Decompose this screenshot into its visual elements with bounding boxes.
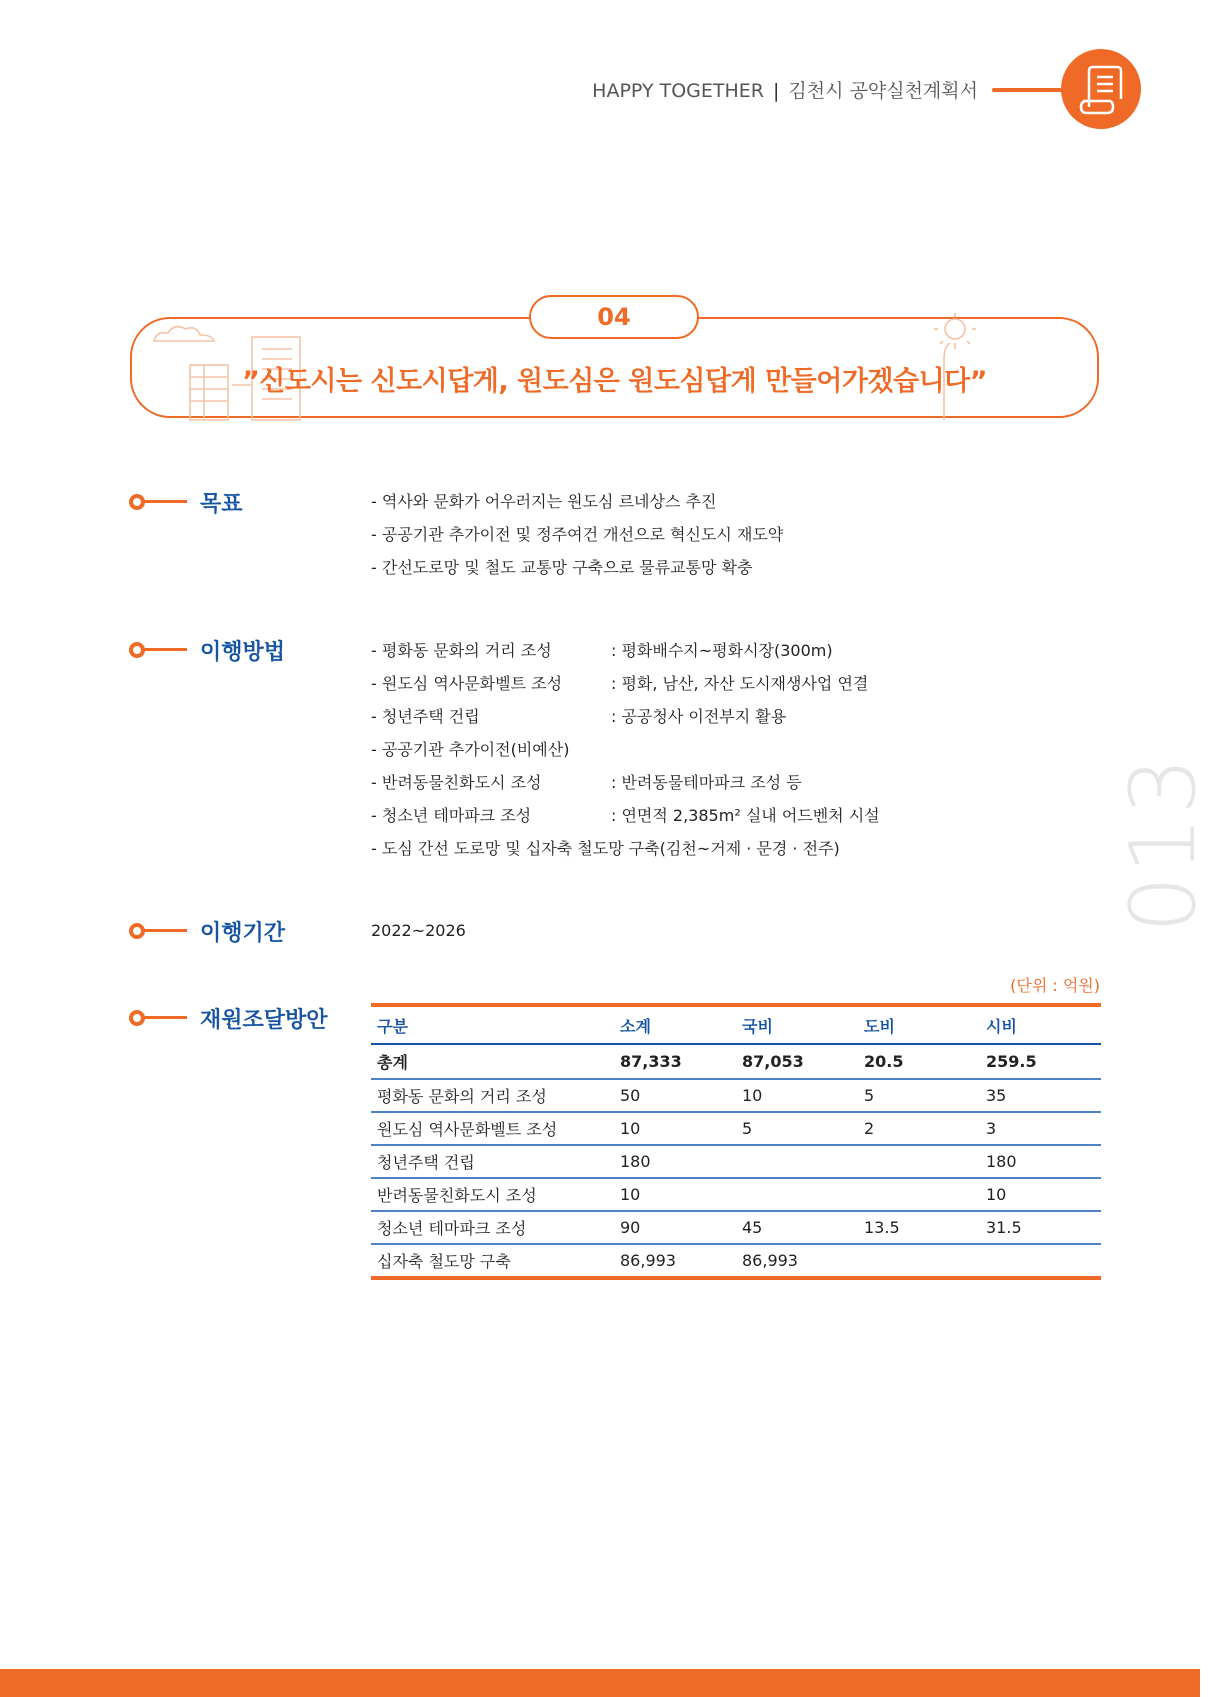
table-cell: 35 [980,1080,1101,1113]
column-header: 도비 [858,1007,980,1045]
section-title-period: 이행기간 [200,921,286,946]
table-cell: 원도심 역사문화벨트 조성 [371,1113,614,1146]
list-item: - 역사와 문화가 어우러지는 원도심 르네상스 추진 [371,492,717,511]
table-row [371,1245,1101,1276]
table-cell: 10 [614,1179,736,1212]
table-cell: 90 [614,1212,736,1245]
list-item: - 공공기관 추가이전(비예산) [371,740,570,759]
funding-table [371,1003,1101,1280]
running-header [592,76,978,103]
period-value: 2022~2026 [371,921,466,940]
table-cell [858,1245,980,1276]
list-item: - 청년주택 건립 : 공공청사 이전부지 활용 [371,707,787,726]
column-header: 시비 [980,1007,1101,1045]
method-list [371,634,880,865]
section-marker [129,494,187,510]
table-cell: 31.5 [980,1212,1101,1245]
header-brand: HAPPY TOGETHER [592,80,764,102]
column-header: 소계 [614,1007,736,1045]
list-item: - 반려동물친화도시 조성 : 반려동물테마파크 조성 등 [371,773,802,792]
table-cell: 87,333 [614,1045,736,1080]
table-header-row [371,1007,1101,1045]
pledge-number: 04 [529,295,699,339]
table-cell [858,1179,980,1212]
section-title-method: 이행방법 [200,640,286,665]
table-cell [736,1179,858,1212]
table-cell: 5 [736,1113,858,1146]
section-marker [129,1010,187,1026]
table-cell: 20.5 [858,1045,980,1080]
column-header: 국비 [736,1007,858,1045]
table-cell: 87,053 [736,1045,858,1080]
table-cell [858,1146,980,1179]
column-header: 구분 [371,1007,614,1045]
table-cell: 13.5 [858,1212,980,1245]
section-title-goal: 목표 [200,492,243,517]
table-row [371,1113,1101,1146]
table-cell: 10 [614,1113,736,1146]
table-cell: 십자축 철도망 구축 [377,1252,511,1271]
footer-bar [0,1669,1200,1697]
table-cell: 청년주택 건립 [371,1146,614,1179]
goal-list [371,485,783,584]
table-cell: 2 [858,1113,980,1146]
table-cell: 총계 [371,1045,614,1080]
table-cell: 50 [614,1080,736,1113]
table-row [371,1146,1101,1179]
table-cell: 86,993 [614,1245,736,1276]
table-cell: 259.5 [980,1045,1101,1080]
section-title-funding: 재원조달방안 [200,1008,328,1033]
list-item: - 도심 간선 도로망 및 십자축 철도망 구축(김천~거제 · 문경 · 전주) [371,839,840,858]
table-cell: 5 [858,1080,980,1113]
header-separator: | [773,80,780,102]
table-row [371,1179,1101,1212]
unit-label: (단위 : 억원) [1010,976,1100,995]
header-doc-title: 김천시 공약실천계획서 [788,80,978,102]
list-item: - 간선도로망 및 철도 교통망 구축으로 물류교통망 확충 [371,558,753,577]
table-cell: 180 [980,1146,1101,1179]
header-rule [992,88,1062,92]
page-number: 013 [1111,755,1216,933]
table-cell: 180 [614,1146,736,1179]
table-cell [736,1146,858,1179]
table-row [371,1080,1101,1113]
list-item: - 원도심 역사문화벨트 조성 : 평화, 남산, 자산 도시재생사업 연결 [371,674,869,693]
table-cell: 10 [980,1179,1101,1212]
table-cell: 3 [980,1113,1101,1146]
table-cell [980,1245,1101,1276]
table-cell: 반려동물친화도시 조성 [371,1179,614,1212]
list-item: - 공공기관 추가이전 및 정주여건 개선으로 혁신도시 재도약 [371,525,784,544]
list-item: - 청소년 테마파크 조성 : 연면적 2,385m² 실내 어드벤처 시설 [371,806,880,825]
table-cell: 10 [736,1080,858,1113]
table-row [371,1045,1101,1080]
table-cell: 45 [736,1212,858,1245]
table-cell: 청소년 테마파크 조성 [371,1212,614,1245]
document-scroll-icon [1061,49,1141,129]
section-marker [129,923,187,939]
section-marker [129,642,187,658]
table-row [371,1212,1101,1245]
pledge-slogan: ”신도시는 신도시답게, 원도심은 원도심답게 만들어가겠습니다” [242,366,987,397]
table-cell: 평화동 문화의 거리 조성 [371,1080,614,1113]
table-cell: 86,993 [736,1245,858,1276]
list-item: - 평화동 문화의 거리 조성 : 평화배수지~평화시장(300m) [371,641,833,660]
